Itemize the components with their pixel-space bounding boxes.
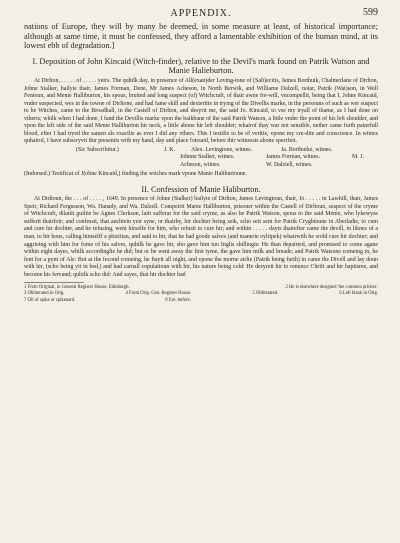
signature-cell: M. J. (352, 154, 364, 161)
page-number: 599 (363, 7, 378, 18)
endorsement-text: (Indorsed.) Testificat of J(ohne Kincaid,) finding the witches mark vpone Manie Haliburtoune. (24, 171, 247, 178)
running-title: APPENDIX. (170, 8, 232, 19)
signature-cell: Johnne Stalker, witnes. (180, 154, 235, 161)
signature-row (76, 147, 378, 154)
footnote: 5 Obliterated. (252, 291, 279, 297)
signature-cell: W. Dalziell, witnes. (266, 161, 313, 168)
footnote-row (24, 298, 378, 304)
signature-cell: Acheson, witnes. (180, 161, 221, 168)
section-heading-2: II. Confession of Manie Haliburton. (141, 184, 261, 194)
confession-text: At Dirltoun, the . . . of . . . . , 1649. In presence of Johne (Stalker) bailyie of Dirlton, James Levingtoun, thair, Jo . . . . . in Lawhill, thair, James Speir, Richard Fergusson, Wa. Hanady, and Wa. Dalzell. Compeirit Manie Halliburton, prisoner within the Castell of Dirltoun, suspect of the cryme of Witchcraft, dilaitit guiltie be Agnes Clerkson, laitt sufferar for the said cryme, as also be Patrik Watson, spous to the said Menie, who lykewyse sufferit thairfoir; and confessit, that auchtein yeir syne, or thairby, hir dochter being seik, scho seit sent for Patrik Cryghtoune in Aberladie, to cum and cure hir dochter, and he refusing, went hirselfe for him, who refusit to cure hir; and within . . . . . dayis thairefter came the devill, in liknes of a man, to hir hous, calling himselff a phisitian, and said to hir, that he had goode salves (and manerie oyltipek) whairwith he wold cure hir dochter; and aggrieing with him for fome of his salves, quhilk he gave hir, sho gave him tuo Inglis shillingis: He than depairted, and promised to come agane within eight dayes, whilk accordinglie he did; but or he went away the first tyme, the gave him milk and breade; and Patrik Watsone comeing in, he fent for a pynt of Ale: But at the fecond comeing, he ftayit all night, and vpone the morne airlie (Patrik being furth) in came the Divell and lay doun with hir, (scho being yit in bed,) and had carnall copulatioun with hir, his nature being cold: He desyreit hir to renunce Chrift and hir baptisme, and become his fervand; quhilk scho did: And sayes, that hir dochter had (24, 196, 378, 278)
signature-block (24, 147, 378, 169)
signature-row (76, 154, 378, 161)
section-heading-1: I. Deposition of John Kincaid (Witch-finder), relative to the Devil's mark found on Patrik Watson and Manie Halieburton. (32, 56, 370, 76)
footnote: 6 Left blank in Orig. (339, 291, 378, 297)
signature-row (76, 162, 378, 169)
footnotes (24, 285, 378, 304)
footnote: 4 From Orig. Gen. Register House. (125, 291, 192, 297)
intro-paragraph: nations of Europe, they will by many be deemed, in some measure at least, of historical importance; although at same time, it must be confessed, they afford a lamentable exhibition of the human mind, at its lowest ebb of degradation.] (24, 22, 378, 51)
footnote: 3 Obliterated in Orig. (24, 291, 65, 297)
signature-cell: Alex. Levingtone, witnes. (190, 146, 252, 153)
footnote-rule (24, 282, 84, 283)
footnote: 7 Oil of spike or spikenard. (24, 297, 76, 303)
footnote: 1 From Original, in General Register House, Edinburgh. (24, 285, 130, 291)
deposition-text: At Dirlton, . . . . . of . . . . . yeirs. The quhilk day, in presence of All(exan)der Leving-tone of (Sali)ecitis, James Borthuik, Chalmerlane of Dirlton, Johne Stalker, bailyie thair, James Forman, Dene, Mr James Acheson, in North Berwik, and Williame Dalzell, notar, Patrik (Wat)son, in Well Fentoun, and Menie Halliburton, his spous, bruited and long suspect (of) Witchcraft, of thair awne fre-will, vncompellit, being that I, Johne Kincaid, vnder suspected, wes in the towne of Dirltone, and had fame skill and dexteritie in trying of the Divellis marke, in the persouns of such as wer suspect to be Witches, came to the Broadhall, in the Castell of Dirlton, and desyrit me, the said Jo. Kincaid, to vse my tryall of thame, as I had done on vtheris; whilk when I had done, I fand the Devillis marke vpon the baikbane of the said Patrik Watson, a little vnder the point of his left shoulder, and vpon the left side of the said Menie Halliburton hir neck, a little abone hir left shoulder; whairof thay war not sensible, nether came furth painefull blood, efter I had tryed the samen als exactlie as ever I did any vthers. This I testifie to be of veritie, vpone my cre-dite and conscience. In witnes quhairof, I have subscryvit thir presentis with my hand, day and place foirsaid, before thir witnessis abone specifeit. (24, 77, 378, 145)
footnote: 2 He is elsewhere designed 'the common pricker.' (285, 285, 378, 291)
signature-cell: James Forman, witnes. (266, 154, 320, 161)
signature-cell: J. K. (164, 146, 175, 153)
signature-cell: (Sic Subscribitur.) (76, 146, 119, 153)
footnote: 8 Ere; before. (165, 297, 191, 303)
page-header (24, 4, 378, 22)
signature-cell: Ja. Borthuike, witnes. (280, 146, 333, 153)
